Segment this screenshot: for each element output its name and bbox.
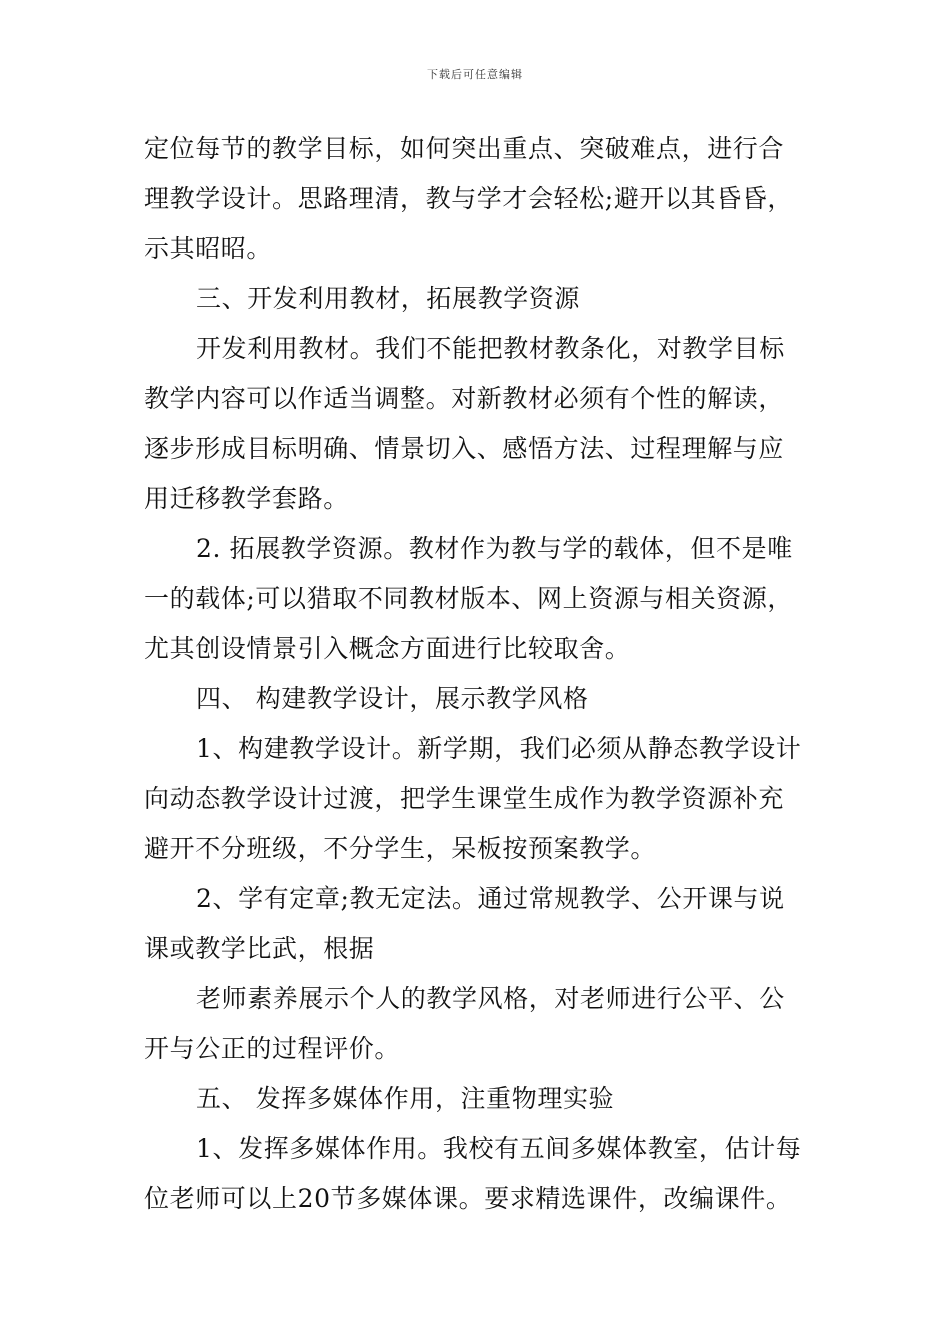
text-line: 1、发挥多媒体作用。我校有五间多媒体教室，估计每 xyxy=(196,1134,802,1163)
text-line: 用迁移教学套路。 xyxy=(144,484,349,513)
text-line: 教学内容可以作适当调整。对新教材必须有个性的解读， xyxy=(144,384,785,413)
text-line: 开与公正的过程评价。 xyxy=(144,1034,401,1063)
text-line: 位老师可以上20节多媒体课。要求精选课件，改编课件。 xyxy=(144,1184,792,1213)
section-heading: 五、 发挥多媒体作用，注重物理实验 xyxy=(196,1084,615,1113)
text-line: 避开不分班级，不分学生，呆板按预案教学。 xyxy=(144,834,657,863)
section-heading: 三、开发利用教材，拓展教学资源 xyxy=(196,284,581,313)
text-line: 课或教学比武，根据 xyxy=(144,934,375,963)
text-line: 老师素养展示个人的教学风格，对老师进行公平、公 xyxy=(196,984,785,1013)
text-line: 逐步形成目标明确、情景切入、感悟方法、过程理解与应 xyxy=(144,434,785,463)
text-line: 示其昭昭。 xyxy=(144,234,273,263)
text-line: 定位每节的教学目标，如何突出重点、突破难点，进行合 xyxy=(144,134,785,163)
text-line: 1、构建教学设计。新学期，我们必须从静态教学设计 xyxy=(196,734,802,763)
document-body xyxy=(144,124,809,1224)
text-line: 尤其创设情景引入概念方面进行比较取舍。 xyxy=(144,634,631,663)
section-heading: 四、 构建教学设计，展示教学风格 xyxy=(196,684,589,713)
text-line: 一的载体;可以猎取不同教材版本、网上资源与相关资源， xyxy=(144,584,794,613)
text-line: 2. 拓展教学资源。教材作为教与学的载体，但不是唯 xyxy=(196,534,793,563)
text-line: 2、学有定章;教无定法。通过常规教学、公开课与说 xyxy=(196,884,785,913)
page-header: 下载后可任意编辑 xyxy=(427,68,523,81)
text-line: 开发利用教材。我们不能把教材教条化，对教学目标 xyxy=(196,334,785,363)
text-line: 理教学设计。思路理清，教与学才会轻松;避开以其昏昏， xyxy=(144,184,794,213)
text-line: 向动态教学设计过渡，把学生课堂生成作为教学资源补充 xyxy=(144,784,785,813)
